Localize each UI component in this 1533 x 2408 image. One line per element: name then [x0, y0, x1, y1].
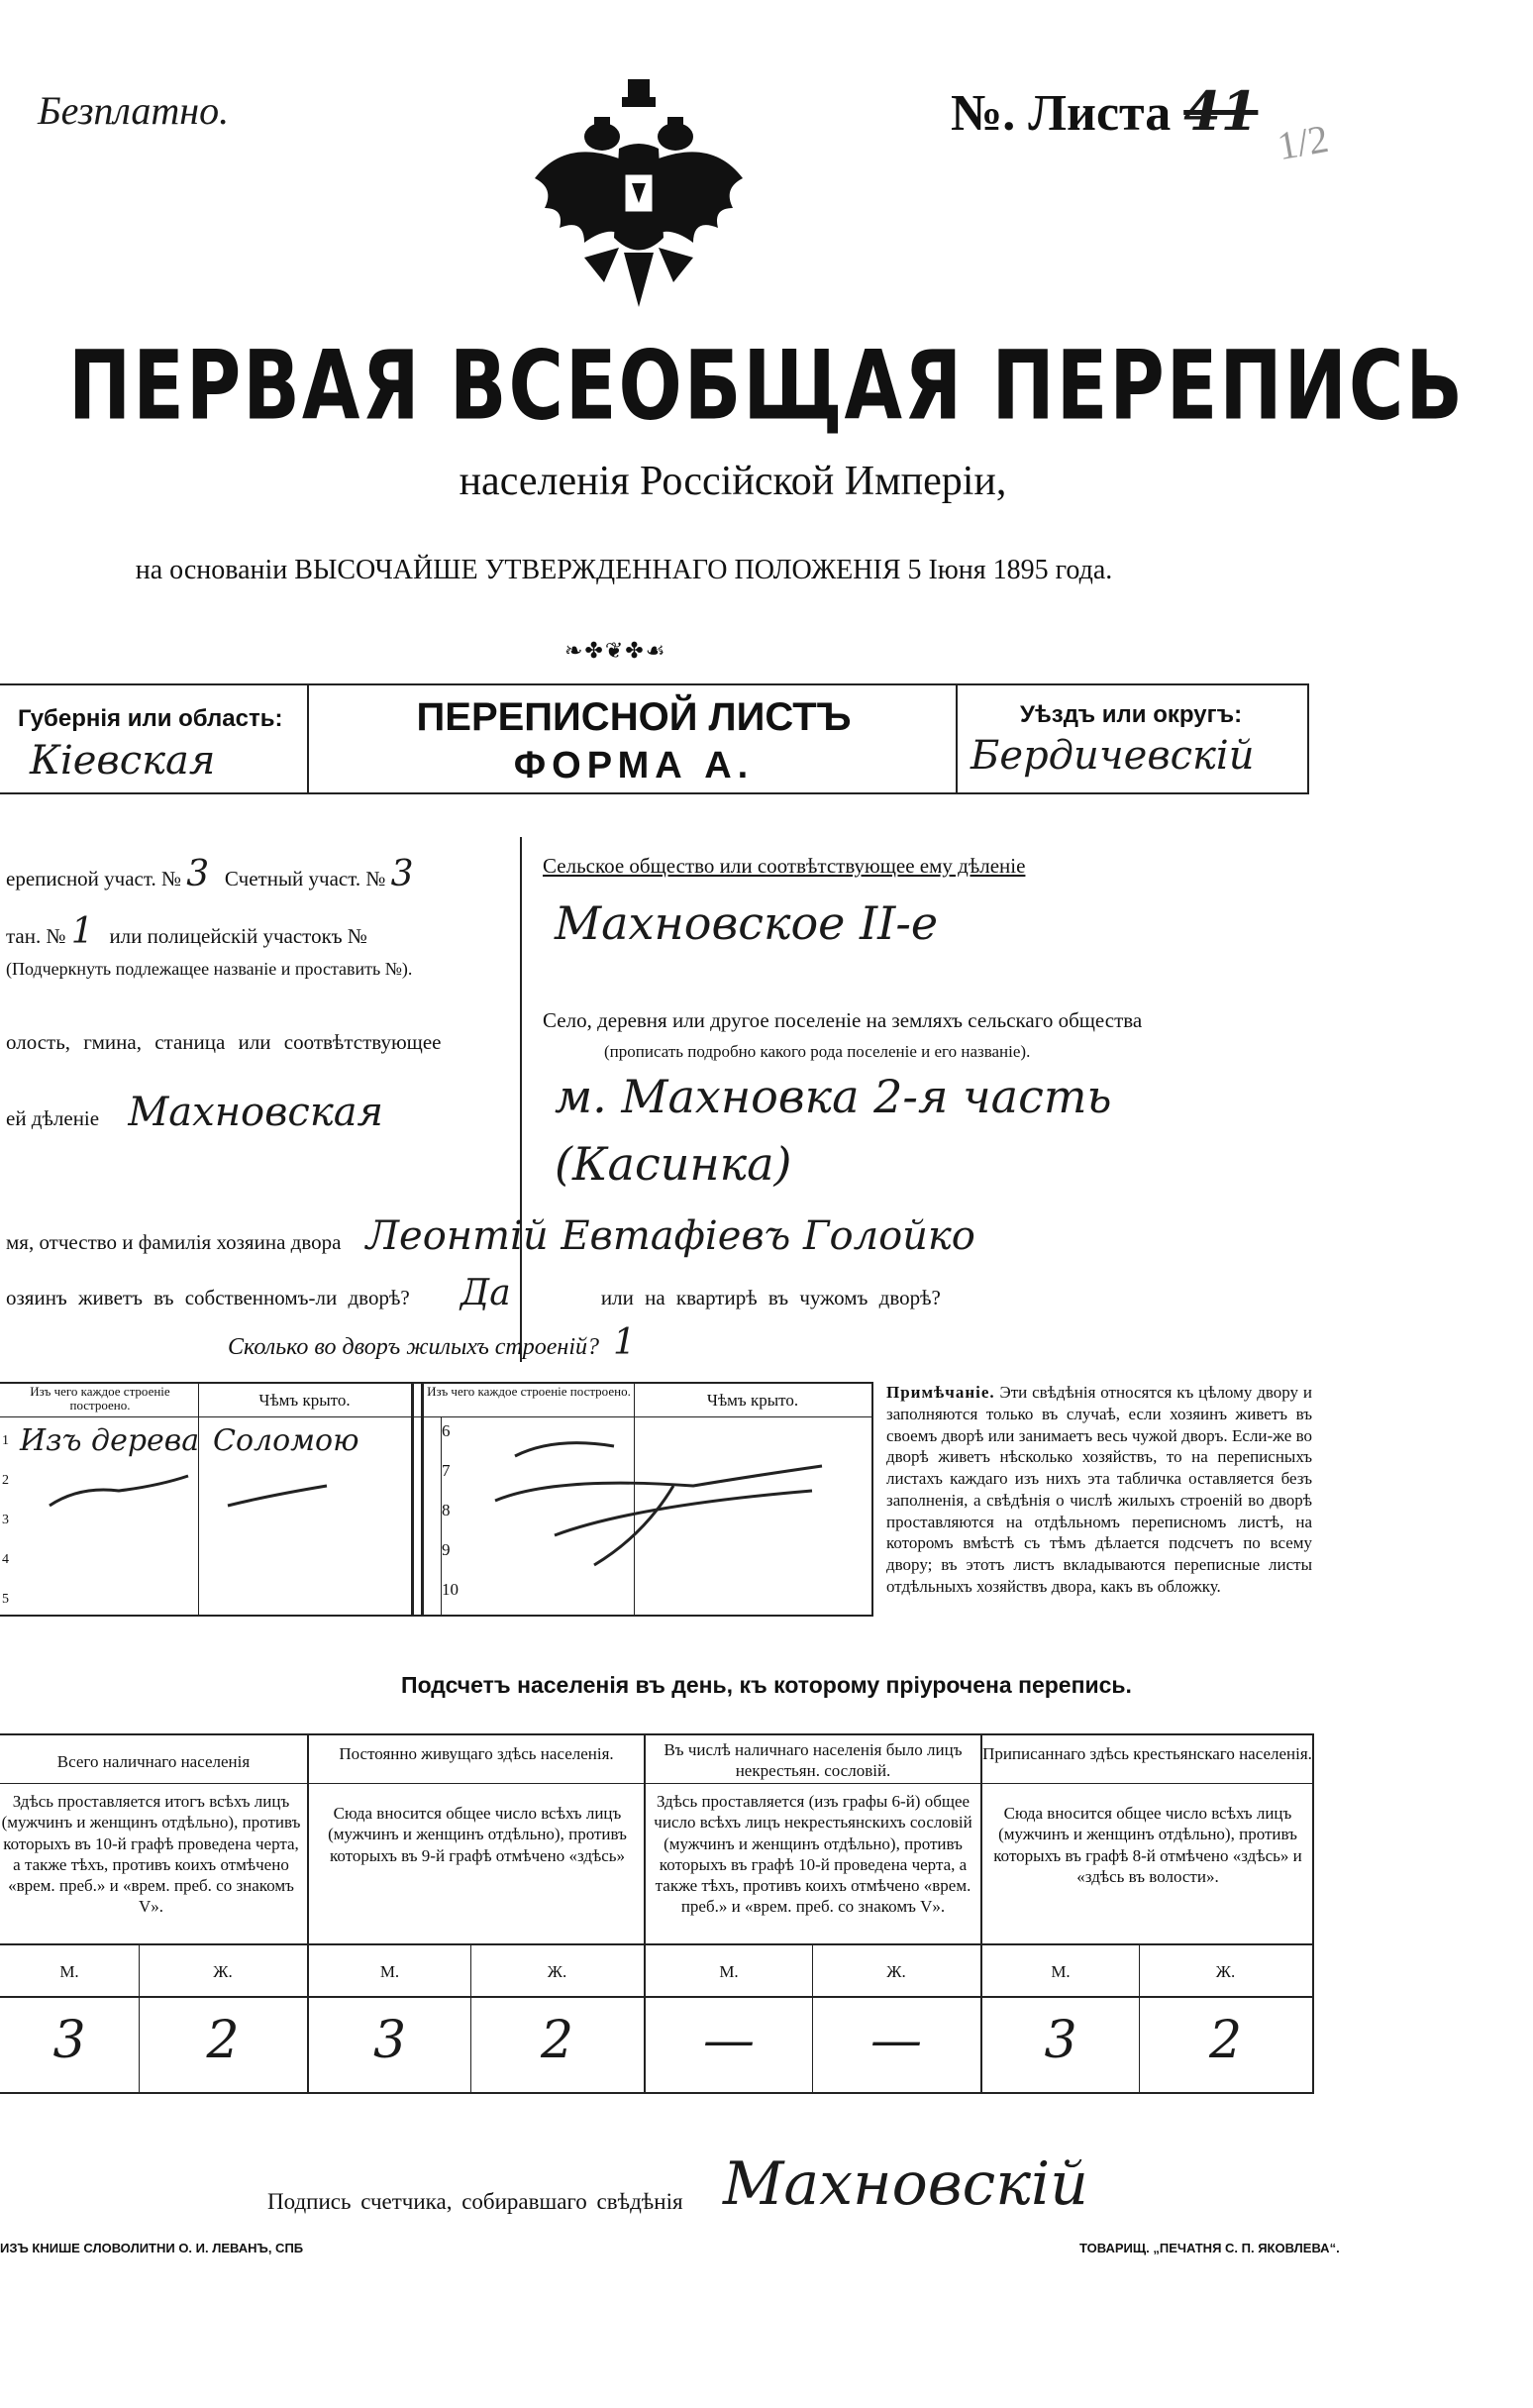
pop-value-f: — — [870, 2011, 922, 2070]
table-row: 6 — [442, 1421, 451, 1440]
owner-lives-value: Да — [460, 1273, 511, 1313]
pop-col-head: Приписаннаго здѣсь крестьянскаго населенія. — [982, 1744, 1312, 1763]
stan-label: тан. № — [6, 924, 66, 948]
village-label: Село, деревня или другое поселеніе на земляхъ сельскаго общества — [543, 1008, 1143, 1032]
pop-f-label: Ж. — [1215, 1962, 1236, 1981]
owner-rented-label: или на квартирѣ въ чужомъ дворѣ? — [600, 1286, 941, 1309]
pop-col-head: Въ числѣ наличнаго населенія было лицъ некрестьян. сословій. — [664, 1740, 963, 1781]
rule — [0, 2092, 1312, 2094]
rule — [0, 1943, 1312, 1945]
rule — [0, 1783, 1312, 1784]
division-value: Махновская — [128, 1090, 384, 1135]
table-row: 8 — [442, 1501, 451, 1519]
owner-name — [6, 1213, 975, 1259]
sheet-number-label: №. Листа — [951, 85, 1172, 142]
population-title: Подсчетъ населенія въ день, къ которому пріурочена перепись. — [401, 1672, 1132, 1698]
buildings-value: 1 — [613, 1322, 636, 1363]
census-area — [6, 854, 414, 894]
signature-value: Махновскій — [723, 2149, 1088, 2219]
pop-value-f: 2 — [206, 2011, 240, 2070]
pop-f-label: Ж. — [886, 1962, 906, 1981]
pop-col-head: Постоянно живущаго здѣсь населенія. — [339, 1744, 614, 1763]
village-value-2: (Касинка) — [555, 1137, 792, 1191]
society-label: Сельское общество или соотвѣтствующее ему дѣленіе — [543, 854, 1026, 878]
ornament-divider: ❧✤❦✤☙ — [564, 638, 667, 663]
stan-value: 1 — [70, 911, 94, 952]
rule — [1312, 1733, 1314, 2094]
volost-label: олость, гмина, станица или соотвѣтствующее — [6, 1030, 442, 1054]
pop-value-f: 2 — [1208, 2011, 1243, 2070]
rule — [0, 683, 1307, 685]
pop-col-desc: Здѣсь проставляется итогъ всѣхъ лицъ (мужчинъ и женщинъ отдѣльно), противъ которыхъ въ 10-й графѣ проведена черта, а также тѣхъ, противъ коихъ отмѣчено «врем. преб.» и «врем. преб. со знакомъ V». — [1, 1792, 301, 1917]
corner-mark: 1/2 — [1274, 115, 1332, 169]
owner-lives-label: озяинъ живетъ въ собственномъ-ли дворѣ? — [6, 1286, 410, 1309]
pop-value-m: 3 — [1044, 2011, 1077, 2070]
table-row: 9 — [442, 1540, 451, 1559]
pop-value-m: 3 — [52, 2011, 86, 2070]
buildings-count — [228, 1322, 636, 1363]
underline-note: (Подчеркнуть подлежащее названіе и проставить №). — [6, 959, 413, 979]
row-number: 5 — [2, 1592, 9, 1607]
rule — [871, 1382, 873, 1617]
pop-m-label: М. — [379, 1962, 400, 1981]
rule — [0, 792, 1307, 794]
village-note: (прописать подробно какого рода поселеніе и его названіе). — [604, 1042, 1031, 1061]
printer-right: ТОВАРИЩ. „ПЕЧАТНЯ С. П. ЯКОВЛЕВА“. — [1079, 2241, 1340, 2255]
stan-field — [6, 911, 367, 952]
note-block — [886, 1382, 1312, 1598]
pop-col-desc: Здѣсь проставляется (изъ графы 6-й) общее число всѣхъ лицъ некрестьянскихъ сословій (мужчинъ и женщинъ отдѣльно), противъ которыхъ въ графѣ 10-й проведена черта, а также тѣхъ, противъ коихъ отмѣчено «врем. преб.» и «врем. преб. со знакомъ V». — [654, 1792, 972, 1917]
count-area-value: 3 — [390, 854, 414, 894]
row-number: 2 — [2, 1473, 9, 1488]
pop-value-m: — — [703, 2011, 755, 2070]
pop-col-head: Всего наличнаго населенія — [56, 1752, 251, 1771]
gubernia-value: Кіевская — [30, 738, 216, 784]
buildings-label: Сколько во дворъ жилыхъ строеній? — [228, 1334, 599, 1360]
row-roof: Соломою — [213, 1423, 359, 1458]
table-row: 7 — [442, 1461, 451, 1480]
row-number: 4 — [2, 1552, 9, 1567]
count-area-label: Счетный участ. № — [224, 867, 386, 890]
row-material: Изъ дерева — [20, 1423, 200, 1458]
pop-f-label: Ж. — [547, 1962, 567, 1981]
owner-name-value: Леонтій Евтафіевъ Голойко — [365, 1213, 975, 1259]
pop-m-label: М. — [1051, 1962, 1071, 1981]
sheet-number-value: 41 — [1183, 79, 1259, 143]
main-title: ПЕРВАЯ ВСЕОБЩАЯ ПЕРЕПИСЬ — [68, 329, 1465, 442]
pop-col-desc: Сюда вносится общее число всѣхъ лицъ (мужчинъ и женщинъ отдѣльно), противъ которыхъ въ графѣ 8-й отмѣчено «здѣсь» и «здѣсь въ волости». — [993, 1804, 1302, 1886]
rule — [0, 1733, 1312, 1735]
subtitle: населенія Россійской Имперіи, — [459, 459, 1007, 504]
pop-m-label: М. — [719, 1962, 739, 1981]
col-roof-right: Чѣмъ крыто. — [706, 1391, 799, 1410]
uezd-value: Бердичевскій — [971, 733, 1255, 779]
table-row: 10 — [442, 1580, 459, 1599]
form-name: ФОРМА А. — [513, 745, 755, 786]
owner-name-label: мя, отчество и фамилія хозяина двора — [6, 1230, 342, 1254]
pop-col-desc: Сюда вносится общее число всѣхъ лицъ (мужчинъ и женщинъ отдѣльно), противъ которыхъ въ 9-й графѣ отмѣчено «здѣсь» — [328, 1804, 627, 1865]
rule — [0, 1996, 1312, 1998]
rule — [1307, 683, 1309, 794]
police-label: или полицейскій участокъ № — [109, 924, 367, 948]
sheet-number — [951, 79, 1258, 143]
free-label: Безплатно. — [38, 88, 230, 133]
pop-value-m: 3 — [372, 2011, 407, 2070]
census-area-value: 3 — [186, 854, 210, 894]
col-material-right: Изъ чего каждое строеніе построено. — [427, 1384, 631, 1399]
pop-value-f: 2 — [540, 2011, 574, 2070]
pop-f-label: Ж. — [213, 1962, 233, 1981]
village-value-1: м. Махновка 2-я часть — [555, 1070, 1112, 1123]
row-number: 3 — [2, 1513, 9, 1527]
sheet-title: ПЕРЕПИСНОЙ ЛИСТЪ — [416, 695, 852, 739]
struck-through-strokes — [0, 1416, 871, 1615]
division-field — [6, 1090, 383, 1135]
census-area-label: ереписной участ. № — [6, 867, 182, 890]
col-roof-left: Чѣмъ крыто. — [258, 1391, 351, 1410]
signature-label: Подпись счетчика, собиравшаго свѣдѣнія — [267, 2189, 683, 2214]
society-value: Махновское II-е — [555, 896, 939, 950]
rule — [307, 683, 309, 794]
rule — [956, 683, 958, 794]
division-label: ей дѣленіе — [6, 1106, 100, 1130]
note-label: Примѣчаніе. — [886, 1383, 995, 1402]
basis-line: на основаніи ВЫСОЧАЙШЕ УТВЕРЖДЕННАГО ПОЛОЖЕНІЯ 5 Іюня 1895 года. — [135, 555, 1113, 585]
uezd-label: Уѣздъ или округъ: — [1020, 701, 1243, 728]
imperial-eagle-icon — [525, 69, 753, 327]
printer-left: ИЗЪ КНИШЕ СЛОВОЛИТНИ О. И. ЛЕВАНЪ, СПБ — [0, 2241, 304, 2255]
gubernia-label: Губернія или область: — [18, 705, 283, 732]
row-number: 1 — [2, 1433, 9, 1448]
col-material-left: Изъ чего каждое строеніе построено. — [30, 1384, 170, 1413]
pop-m-label: М. — [59, 1962, 79, 1981]
owner-lives — [6, 1273, 941, 1313]
note-text: Эти свѣдѣнія относятся къ цѣлому двору и заполняются только въ случаѣ, если хозяинъ живетъ въ своемъ дворѣ или занимаетъ весь чужой дворъ. Если-же во дворѣ живетъ нѣсколько хозяйствъ, то на переписныхъ листахъ каждаго изъ нихъ эта табличка оставляется безъ заполненія, а свѣдѣнія о числѣ жилыхъ строеній во дворѣ проставляются на отдѣльномъ переписномъ листѣ, на которомъ вмѣстѣ съ тѣмъ дѣлается подсчетъ по всему двору; въ этотъ листъ вкладываются переписные листы отдѣльныхъ хозяйствъ двора, какъ въ обложку. — [886, 1383, 1312, 1596]
